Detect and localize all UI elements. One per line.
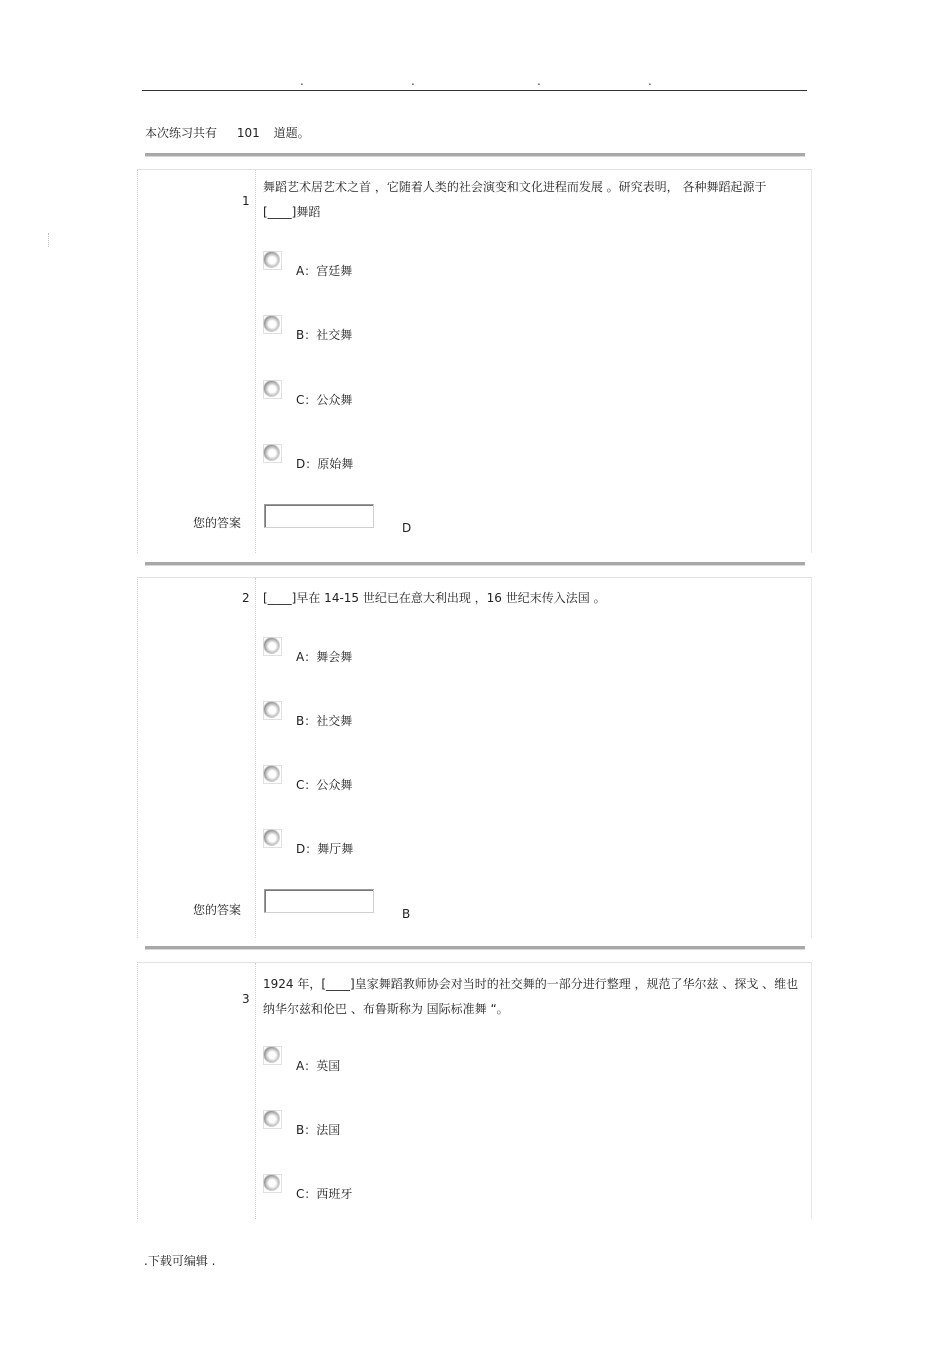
question-card-3 — [137, 962, 812, 1219]
option-a[interactable] — [264, 252, 564, 292]
radio-button-icon[interactable] — [264, 1047, 279, 1062]
header-dot: . — [411, 74, 415, 88]
option-label: B：社交舞 — [296, 714, 353, 728]
summary-prefix: 本次练习共有 — [145, 126, 218, 140]
option-a[interactable] — [264, 638, 564, 678]
radio-button-icon[interactable] — [264, 638, 279, 653]
question-text: [____]早在 14-15 世纪已在意大利出现 ，16 世纪末传入法国 。 — [263, 591, 606, 605]
radio-button-icon[interactable] — [264, 252, 279, 267]
question-card-1 — [137, 169, 812, 553]
header-dot: . — [648, 74, 652, 88]
page-footer: .下载可编辑 . — [144, 1254, 216, 1268]
question-card-2 — [137, 577, 812, 938]
radio-button-icon[interactable] — [264, 381, 279, 396]
answer-value: B — [402, 907, 411, 921]
option-label: A：舞会舞 — [296, 650, 353, 664]
answer-label: 您的答案 — [193, 516, 242, 530]
answer-label: 您的答案 — [193, 903, 242, 917]
header-dot: . — [300, 74, 304, 88]
question-text: 舞蹈艺术居艺术之首 ，它随着人类的社会演变和文化进程而发展 。研究表明， 各种舞蹈起源于 [____]舞蹈 — [263, 180, 767, 219]
radio-button-icon[interactable] — [264, 702, 279, 717]
radio-button-icon[interactable] — [264, 830, 279, 845]
option-label: B：法国 — [296, 1123, 341, 1137]
option-a[interactable] — [264, 1047, 564, 1087]
header-dot: . — [537, 74, 541, 88]
option-c[interactable] — [264, 766, 564, 806]
option-b[interactable] — [264, 702, 564, 742]
option-d[interactable] — [264, 445, 564, 485]
option-label: B：社交舞 — [296, 328, 353, 342]
summary-suffix: 道题。 — [273, 126, 310, 140]
radio-button-icon[interactable] — [264, 1111, 279, 1126]
section-separator — [145, 153, 805, 157]
answer-input[interactable] — [264, 504, 374, 528]
column-divider — [255, 170, 256, 553]
option-label: D：原始舞 — [296, 457, 354, 471]
option-label: C：公众舞 — [296, 778, 353, 792]
radio-button-icon[interactable] — [264, 1175, 279, 1190]
margin-mark — [48, 233, 50, 247]
section-separator — [145, 946, 805, 950]
column-divider — [255, 578, 256, 938]
radio-button-icon[interactable] — [264, 316, 279, 331]
option-c[interactable] — [264, 1175, 564, 1215]
option-label: D：舞厅舞 — [296, 842, 354, 856]
option-label: C：西班牙 — [296, 1187, 353, 1201]
question-number: 2 — [242, 591, 250, 605]
radio-button-icon[interactable] — [264, 445, 279, 460]
header-rule — [142, 90, 807, 91]
exercise-summary — [145, 124, 310, 141]
section-separator — [145, 562, 805, 566]
question-text: 1924 年，[____]皇家舞蹈教师协会对当时的社交舞的一部分进行整理 ，规范了华尔兹 、探戈 、维也纳华尔兹和伦巴 、布鲁斯称为 国际标准舞 “。 — [263, 977, 799, 1016]
column-divider — [255, 963, 256, 1219]
option-label: C：公众舞 — [296, 393, 353, 407]
question-number: 3 — [242, 992, 250, 1006]
option-label: A：宫廷舞 — [296, 264, 353, 278]
answer-input[interactable] — [264, 889, 374, 913]
option-label: A：英国 — [296, 1059, 341, 1073]
option-d[interactable] — [264, 830, 564, 870]
question-count: 101 — [236, 126, 260, 140]
answer-value: D — [402, 521, 412, 535]
question-number: 1 — [242, 194, 250, 208]
option-b[interactable] — [264, 1111, 564, 1151]
option-c[interactable] — [264, 381, 564, 421]
radio-button-icon[interactable] — [264, 766, 279, 781]
option-b[interactable] — [264, 316, 564, 356]
